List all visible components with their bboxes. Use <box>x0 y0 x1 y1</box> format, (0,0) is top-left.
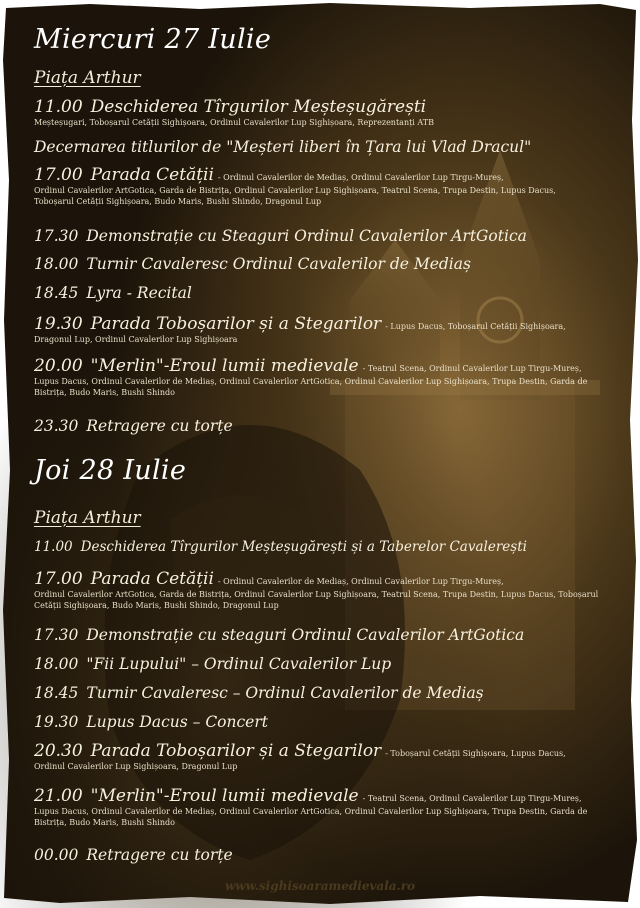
event-title: Demonstrație cu steaguri Ordinul Cavalerilor ArtGotica <box>86 626 525 644</box>
event-time: 19.30 <box>34 713 79 731</box>
event-participants: Meșteșugari, Toboșarul Cetății Sighișoara, Ordinul Cavalerilor Lup Sighișoara, Reprezentanți ATB <box>34 118 434 127</box>
event-time: 20.30 <box>34 741 83 761</box>
event-item <box>34 569 618 611</box>
event-title: Retragere cu torțe <box>86 846 233 864</box>
event-title: Lyra - Recital <box>86 284 192 302</box>
event-participants: - Ordinul Cavalerilor de Mediaș, Ordinul Cavalerilor Lup Tirgu-Mureș, <box>217 173 504 182</box>
event-item <box>34 846 618 865</box>
event-title: Retragere cu torțe <box>86 417 233 435</box>
event-title: Parada Cetății <box>90 569 214 589</box>
event-item <box>34 655 618 674</box>
event-time: 11.00 <box>34 539 73 555</box>
event-item <box>34 538 618 556</box>
event-item <box>34 684 618 703</box>
event-item <box>34 165 618 207</box>
event-title: Deschiderea Tîrgurilor Meșteșugărești <box>90 97 427 117</box>
event-item <box>34 97 618 128</box>
event-title: Deschiderea Tîrgurilor Meșteșugărești și a Taberelor Cavalerești <box>80 539 527 555</box>
event-item <box>34 227 618 246</box>
venue-title: Piața Arthur <box>34 508 141 528</box>
event-title: Turnir Cavaleresc Ordinul Cavalerilor de Mediaș <box>86 255 471 273</box>
event-title: Turnir Cavaleresc – Ordinul Cavalerilor de Mediaș <box>86 684 484 702</box>
event-participants: Lupus Dacus, Ordinul Cavalerilor de Mediaș, Ordinul Cavalerilor ArtGotica, Ordinul Cavalerilor Lup Sighișoara, Trupa Destin, Garda de Bistrița, Budo Maris, Bushi Shindo <box>34 377 588 397</box>
event-time: 17.30 <box>34 626 79 644</box>
event-title: Parada Cetății <box>90 165 214 185</box>
event-time: 21.00 <box>34 786 83 806</box>
day-title: Joi 28 Iulie <box>34 455 187 486</box>
event-title: Decernarea titlurilor de "Meșteri liberi în Țara lui Vlad Dracul" <box>34 138 532 156</box>
event-time: 18.00 <box>34 655 79 673</box>
website-link[interactable]: www.sighisoaramedievala.ro <box>224 879 416 893</box>
event-participants: Lupus Dacus, Ordinul Cavalerilor de Mediaș, Ordinul Cavalerilor ArtGotica, Ordinul Cavalerilor Lup Sighișoara, Trupa Destin, Garda de Bistrița, Budo Maris, Bushi Shindo <box>34 807 588 827</box>
event-title: Parada Toboșarilor și a Stegarilor <box>90 741 382 761</box>
event-time: 23.30 <box>34 417 79 435</box>
event-item <box>34 417 618 436</box>
event-participants: Ordinul Cavalerilor ArtGotica, Garda de Bistrița, Ordinul Cavalerilor Lup Sighișoara, Teatrul Scena, Trupa Destin, Lupus Dacus, Toboșarul Cetății Sighișoara, Budo Maris, Bushi Shindo, Dragonul Lup <box>34 186 556 206</box>
event-item <box>34 138 618 157</box>
event-participants: - Teatrul Scena, Ordinul Cavalerilor Lup Tirgu-Mureș, <box>362 794 582 803</box>
event-title: Demonstrație cu Steaguri Ordinul Cavalerilor ArtGotica <box>86 227 527 245</box>
event-item <box>34 713 618 732</box>
event-item <box>34 284 618 303</box>
event-participants: - Teatrul Scena, Ordinul Cavalerilor Lup Tirgu-Mureș, <box>362 364 582 373</box>
event-title: "Merlin"-Eroul lumii medievale <box>90 786 359 806</box>
event-participants: Ordinul Cavalerilor Lup Sighișoara, Dragonul Lup <box>34 762 238 771</box>
event-time: 18.45 <box>34 684 79 702</box>
event-time: 18.00 <box>34 255 79 273</box>
event-title: "Merlin"-Eroul lumii medievale <box>90 356 359 376</box>
event-participants: Dragonul Lup, Ordinul Cavalerilor Lup Sighișoara <box>34 335 238 344</box>
event-time: 18.45 <box>34 284 79 302</box>
event-time: 11.00 <box>34 97 83 117</box>
event-item <box>34 786 618 828</box>
event-time: 17.00 <box>34 165 83 185</box>
venue-title: Piața Arthur <box>34 68 141 88</box>
event-participants: - Toboșarul Cetății Sighișoara, Lupus Dacus, <box>385 749 566 758</box>
event-participants: - Ordinul Cavalerilor de Mediaș, Ordinul Cavalerilor Lup Tirgu-Mureș, <box>217 577 504 586</box>
event-participants: Ordinul Cavalerilor ArtGotica, Garda de Bistrița, Ordinul Cavalerilor Lup Sighișoara, Teatrul Scena, Trupa Destin, Lupus Dacus, Toboșarul Cetății Sighișoara, Budo Maris, Bushi Shindo, Dragonul Lup <box>34 590 599 610</box>
day-title: Miercuri 27 Iulie <box>34 24 272 55</box>
event-time: 17.00 <box>34 569 83 589</box>
event-title: Parada Toboșarilor și a Stegarilor <box>90 314 382 334</box>
event-time: 17.30 <box>34 227 79 245</box>
event-item <box>34 626 618 645</box>
event-item <box>34 741 618 772</box>
event-item <box>34 356 618 398</box>
event-time: 19.30 <box>34 314 83 334</box>
event-participants: - Lupus Dacus, Toboșarul Cetății Sighișoara, <box>385 322 566 331</box>
event-time: 00.00 <box>34 846 79 864</box>
event-title: Lupus Dacus – Concert <box>86 713 268 731</box>
event-time: 20.00 <box>34 356 83 376</box>
event-item <box>34 314 618 345</box>
event-item <box>34 255 618 274</box>
event-title: "Fii Lupului" – Ordinul Cavalerilor Lup <box>86 655 392 673</box>
